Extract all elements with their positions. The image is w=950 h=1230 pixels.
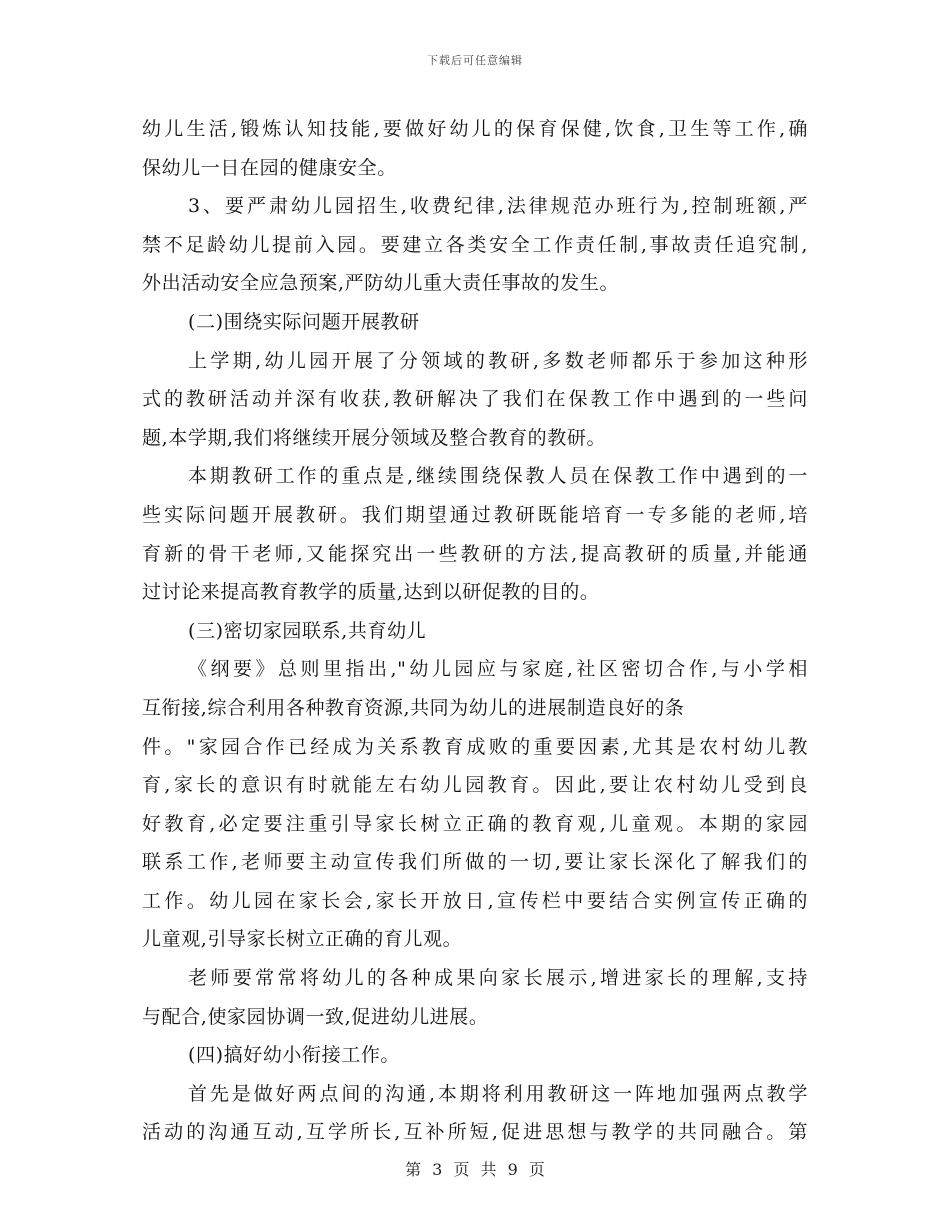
text-line: (四)搞好幼小衔接工作。 (188, 1044, 401, 1067)
text-line: 幼儿生活,锻炼认知技能,要做好幼儿的保育保健,饮食,卫生等工作,确 (142, 118, 808, 140)
text-line: 首先是做好两点间的沟通,本期将利用教研这一阵地加强两点教学 (188, 1082, 808, 1105)
text-line: 育,家长的意识有时就能左右幼儿园教育。因此,要让农村幼儿受到良 (142, 774, 808, 797)
text-line: 工作。幼儿园在家长会,家长开放日,宣传栏中要结合实例宣传正确的 (142, 889, 808, 912)
text-line: 互衔接,综合利用各种教育资源,共同为幼儿的进展制造良好的条 (142, 696, 685, 719)
text-line: 过讨论来提高教育教学的质量,达到以研促教的目的。 (142, 581, 600, 604)
text-line: 3、要严肃幼儿园招生,收费纪律,法律规范办班行为,控制班额,严 (188, 195, 808, 218)
text-line: (三)密切家园联系,共育幼儿 (188, 619, 427, 642)
text-line: 本期教研工作的重点是,继续围绕保教人员在保教工作中遇到的一 (188, 465, 808, 488)
text-line: 好教育,必定要注重引导家长树立正确的教育观,儿童观。本期的家园 (142, 812, 808, 835)
text-line: 活动的沟通互动,互学所长,互补所短,促进思想与教学的共同融合。第 (142, 1121, 808, 1144)
text-line: 与配合,使家园协调一致,促进幼儿进展。 (142, 1005, 489, 1028)
page-header: 下载后可任意编辑 (427, 54, 523, 67)
text-line: 式的教研活动并深有收获,教研解决了我们在保教工作中遇到的一些问 (142, 388, 808, 411)
text-line: 禁不足龄幼儿提前入园。要建立各类安全工作责任制,事故责任追究制, (142, 233, 808, 256)
text-line: 件。"家园合作已经成为关系教育成败的重要因素,尤其是农村幼儿教 (142, 735, 808, 758)
text-line: (二)围绕实际问题开展教研 (188, 310, 420, 333)
text-line: 老师要常常将幼儿的各种成果向家长展示,增进家长的理解,支持 (188, 967, 808, 990)
text-line: 保幼儿一日在园的健康安全。 (142, 156, 397, 179)
text-line: 联系工作,老师要主动宣传我们所做的一切,要让家长深化了解我们的 (142, 851, 808, 874)
text-line: 上学期,幼儿园开展了分领域的教研,多数老师都乐于参加这种形 (188, 349, 808, 372)
text-line: 育新的骨干老师,又能探究出一些教研的方法,提高教研的质量,并能通 (142, 542, 808, 565)
text-line: 些实际问题开展教研。我们期望通过教研既能培育一专多能的老师,培 (142, 503, 808, 526)
text-line: 题,本学期,我们将继续开展分领域及整合教育的教研。 (142, 426, 607, 449)
text-line: 儿童观,引导家长树立正确的育儿观。 (142, 928, 463, 951)
page-footer: 第 3 页 共 9 页 (405, 1160, 545, 1179)
document-body (142, 110, 808, 1152)
text-line: 《纲要》总则里指出,"幼儿园应与家庭,社区密切合作,与小学相 (188, 658, 808, 681)
text-line: 外出活动安全应急预案,严防幼儿重大责任事故的发生。 (142, 272, 620, 295)
